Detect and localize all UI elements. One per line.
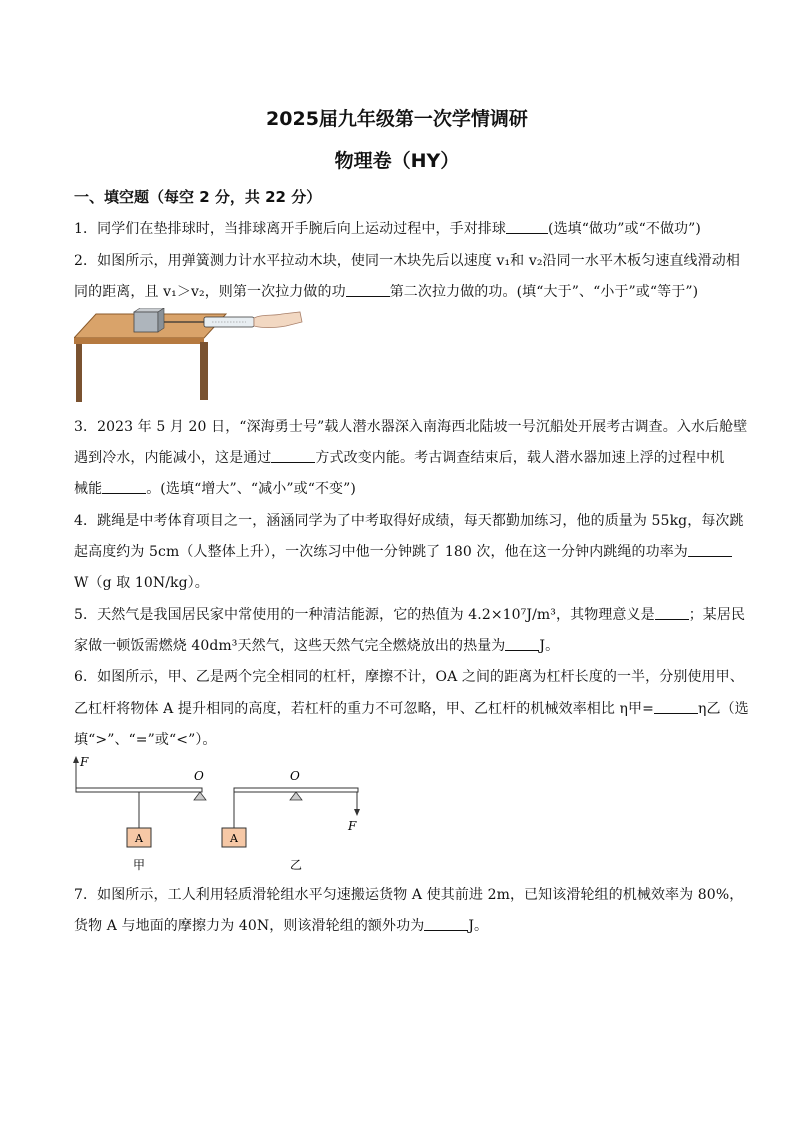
answer-blank — [102, 481, 146, 494]
question-6-line-2 — [74, 698, 749, 718]
question-6-line-1: 6．如图所示，甲、乙是两个完全相同的杠杆，摩擦不计，OA 之间的距离为杠杆长度的一半，分别使用甲、 — [74, 669, 744, 685]
question-4-line-3: W（g 取 10N/kg）。 — [74, 575, 209, 591]
question-3-text-cont: 方式改变内能。考古调查结束后，载人潜水器加速上浮的过程中机 — [315, 450, 725, 466]
exam-subtitle: 物理卷（HY） — [334, 150, 460, 172]
question-4-line-2 — [74, 541, 724, 561]
question-3-text: 遇到冷水，内能减小，这是通过 — [74, 450, 272, 466]
question-5-text-cont: ；某居民 — [688, 607, 746, 623]
question-5-text: 5．天然气是我国居民家中常使用的一种清洁能源，它的热值为 4.2×10⁷J/m³，其物理意义是 — [74, 607, 655, 623]
answer-blank — [271, 450, 315, 463]
lever-jia — [73, 755, 206, 872]
question-6-text-cont: η乙（选 — [697, 701, 749, 717]
question-1-text: 1．同学们在垫排球时，当排球离开手腕后向上运动过程中，手对排球 — [74, 221, 507, 237]
question-7-line-1: 7．如图所示，工人利用轻质滑轮组水平匀速搬运货物 A 使其前进 2m，已知该滑轮组的机械效率为 80%， — [74, 887, 744, 903]
answer-blank — [654, 701, 698, 714]
question-3-line-2 — [74, 447, 724, 467]
question-7-text: 货物 A 与地面的摩擦力为 40N，则该滑轮组的额外功为 — [74, 918, 425, 934]
answer-blank — [505, 638, 539, 651]
question-3-line-1: 3．2023 年 5 月 20 日，“深海勇士号”载人潜水器深入南海西北陆坡一号沉船处开展考古调查。入水后舱壁 — [74, 419, 748, 435]
section-heading: 一、填空题（每空 2 分，共 22 分） — [74, 188, 322, 206]
question-3-options: 。(选填“增大”、“减小”或“不变”) — [146, 481, 356, 497]
question-4-text: 起高度约为 5cm（人整体上升），一次练习中他一分钟跳了 180 次，他在这一分钟内跳绳的功率为 — [74, 544, 688, 560]
question-1-options: (选填“做功”或“不做功”) — [548, 221, 701, 237]
answer-blank — [346, 284, 390, 297]
question-7-line-2 — [74, 915, 724, 935]
exam-title: 2025届九年级第一次学情调研 — [266, 108, 528, 130]
question-7-unit: J。 — [468, 918, 489, 934]
question-2-text: 同的距离，且 v₁＞v₂，则第一次拉力做的功 — [74, 284, 346, 300]
question-2-options: 第二次拉力做的功。(填“大于”、“小于”或“等于”) — [389, 284, 699, 300]
question-5-unit: J。 — [539, 638, 560, 654]
lever-figure — [66, 754, 376, 874]
question-5-line-2 — [74, 635, 724, 655]
answer-blank — [655, 607, 689, 620]
question-1 — [74, 218, 724, 238]
pivot-label-yi: O — [290, 769, 300, 783]
force-label-yi: F — [348, 819, 357, 833]
pivot-label-jia: O — [194, 769, 204, 783]
question-5-text-2: 家做一顿饭需燃烧 40dm³天然气，这些天然气完全燃烧放出的热量为 — [74, 638, 506, 654]
question-3-line-3 — [74, 478, 724, 498]
figure-label-jia: 甲 — [132, 858, 146, 872]
answer-blank — [424, 918, 468, 931]
spring-scale-figure — [74, 308, 304, 402]
answer-blank — [506, 221, 548, 234]
force-label-jia: F — [80, 755, 89, 769]
question-6-text: 乙杠杆将物体 A 提升相同的高度，若杠杆的重力不可忽略，甲、乙杠杆的机械效率相比 η甲= — [74, 701, 654, 717]
question-5-line-1 — [74, 604, 746, 624]
figure-label-yi: 乙 — [289, 858, 303, 872]
question-2-line-2 — [74, 281, 724, 301]
answer-blank — [688, 544, 732, 557]
lever-yi — [222, 769, 360, 872]
question-4-line-1: 4．跳绳是中考体育项目之一，涵涵同学为了中考取得好成绩，每天都勤加练习，他的质量为 55kg，每次跳 — [74, 513, 744, 529]
question-3-text-end: 械能 — [74, 481, 103, 497]
block-label-yi: A — [230, 832, 238, 845]
block-label-jia: A — [135, 832, 143, 845]
question-2-line-1: 2．如图所示，用弹簧测力计水平拉动木块，使同一木块先后以速度 v₁和 v₂沿同一水平木板匀速直线滑动相 — [74, 253, 740, 269]
question-6-line-3: 填“>”、“=”或“<”）。 — [74, 732, 217, 748]
